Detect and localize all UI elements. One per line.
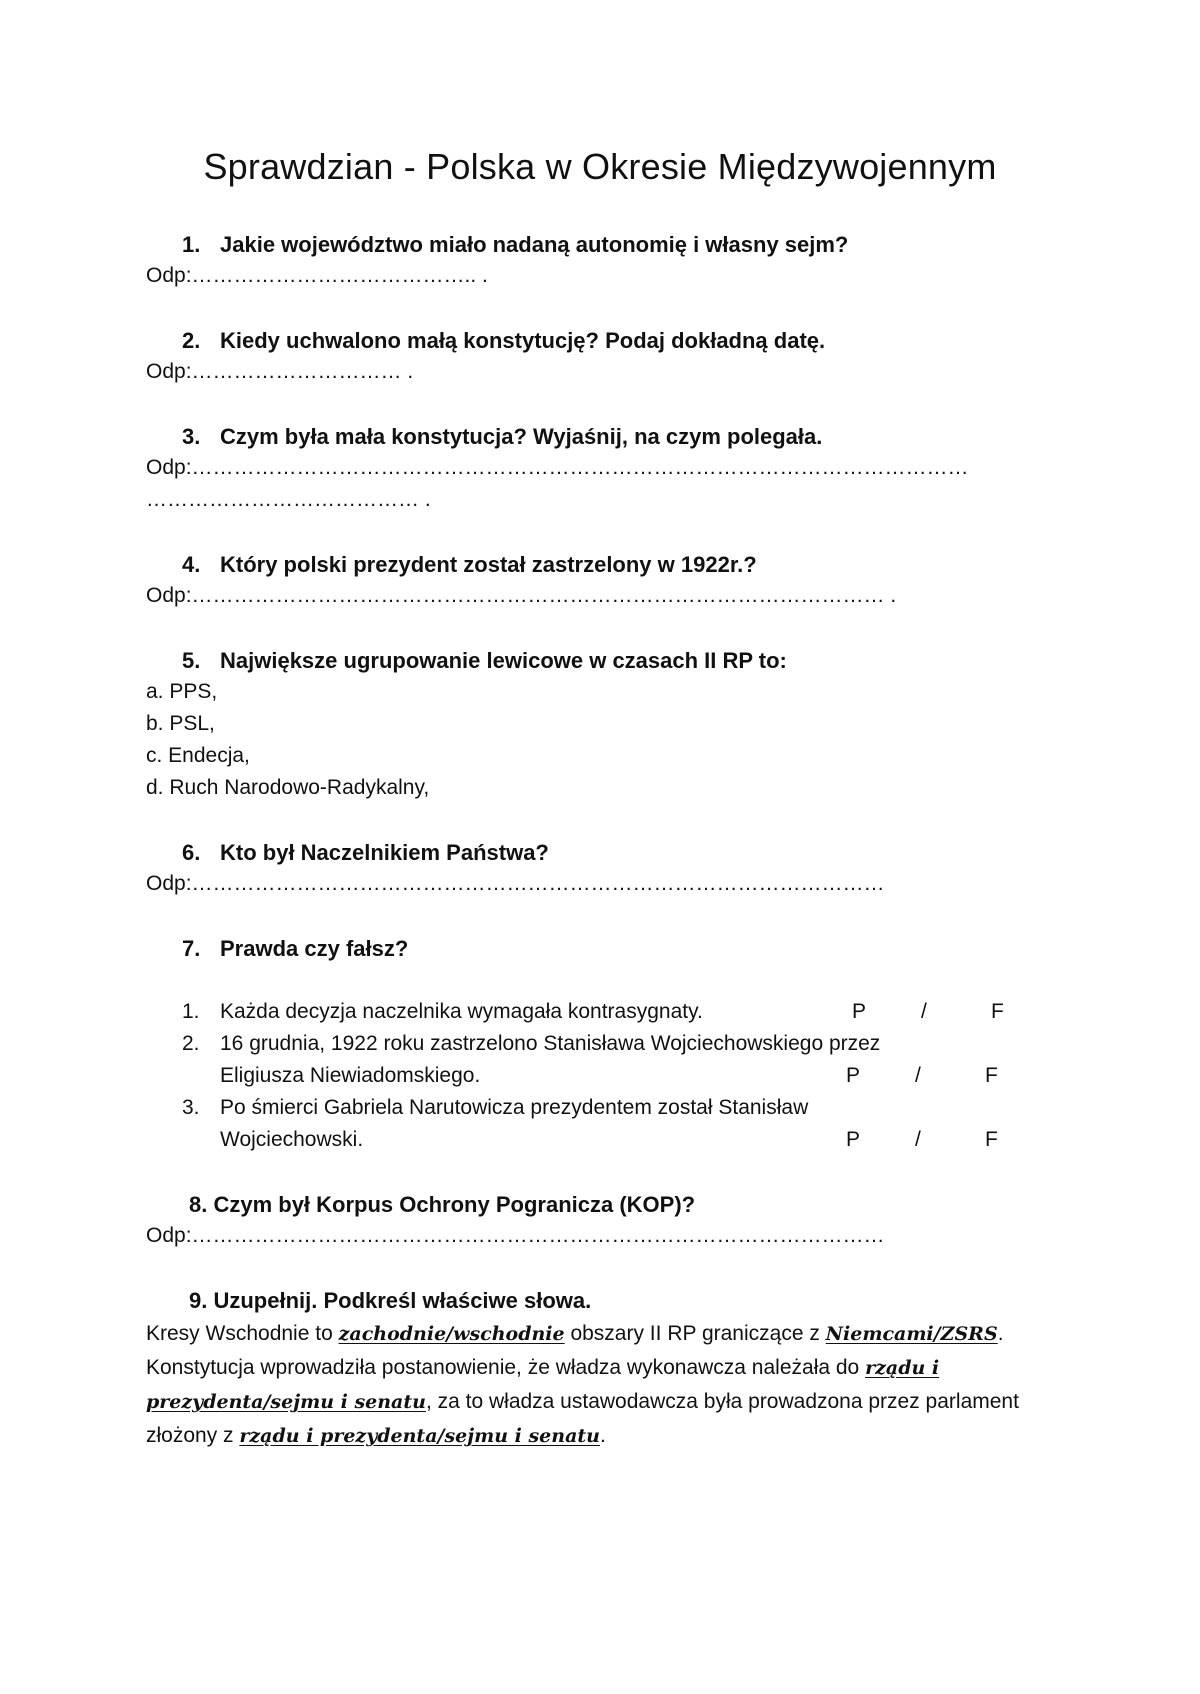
false-option: F	[991, 1000, 1004, 1023]
answer-line-4: Odp:……………………………………………………………………………………… .	[146, 584, 897, 607]
answer-line-8: Odp:………………………………………………………………………………………	[146, 1224, 885, 1247]
question-1	[182, 232, 848, 258]
tf-item-text: Po śmierci Gabriela Narutowicza prezydentem został Stanisław	[220, 1096, 809, 1119]
question-text: Kto był Naczelnikiem Państwa?	[220, 840, 549, 865]
answer-line-3b: ………………………………… .	[146, 488, 431, 511]
false-option: F	[985, 1128, 998, 1151]
true-option: P	[846, 1128, 861, 1151]
tf-item-3	[182, 1096, 808, 1120]
option-d: d. Ruch Narodowo-Radykalny,	[146, 776, 430, 799]
question-number: 4.	[182, 552, 201, 577]
tf-item-2-continued: Eligiusza Niewiadomskiego.	[220, 1064, 481, 1087]
question-6	[182, 840, 549, 866]
option-a: a. PPS,	[146, 680, 218, 703]
option-b: b. PSL,	[146, 712, 215, 735]
question-8: 8. Czym był Korpus Ochrony Pogranicza (KOP)?	[189, 1192, 696, 1217]
true-option: P	[846, 1064, 861, 1087]
paragraph-text: Kresy Wschodnie to	[146, 1322, 339, 1345]
question-text: Kiedy uchwalono małą konstytucję? Podaj dokładną datę.	[220, 328, 826, 353]
paragraph-text: .	[997, 1322, 1004, 1345]
question-number: 1.	[182, 232, 201, 257]
slash-separator: /	[915, 1064, 921, 1087]
tf-item-3-continued: Wojciechowski.	[220, 1128, 364, 1151]
question-number: 7.	[182, 936, 201, 961]
tf-item-text: Każda decyzja naczelnika wymagała kontrasygnaty.	[220, 1000, 703, 1023]
paragraph-text: .	[600, 1424, 606, 1447]
paragraph-text: , za to władza ustawodawcza była prowadzona przez parlament złożony z	[146, 1390, 1019, 1447]
question-text: Czym była mała konstytucja? Wyjaśnij, na czym polegała.	[220, 424, 823, 449]
question-text: Jakie województwo miało nadaną autonomię i własny sejm?	[220, 232, 849, 257]
tf-item-1	[182, 1000, 703, 1024]
question-number: 5.	[182, 648, 201, 673]
page-title: Sprawdzian - Polska w Okresie Międzywojennym	[203, 146, 997, 187]
slash-separator: /	[915, 1128, 921, 1151]
paragraph-text: obszary II RP graniczące z	[564, 1322, 826, 1345]
question-2	[182, 328, 825, 354]
question-number: 2.	[182, 328, 201, 353]
true-option: P	[852, 1000, 867, 1023]
tf-item-2	[182, 1032, 880, 1056]
question-3	[182, 424, 822, 450]
tf-item-text: 16 grudnia, 1922 roku zastrzelono Stanisława Wojciechowskiego przez	[220, 1032, 881, 1055]
question-5	[182, 648, 787, 674]
question-number: 3.	[182, 424, 201, 449]
answer-line-6: Odp:………………………………………………………………………………………	[146, 872, 885, 895]
handwritten-answer: zachodnie/wschodnie	[338, 1323, 565, 1345]
false-option: F	[985, 1064, 998, 1087]
tf-item-number: 1.	[182, 1000, 200, 1023]
question-text: Prawda czy fałsz?	[220, 936, 409, 961]
tf-item-number: 2.	[182, 1032, 200, 1055]
question-7	[182, 936, 408, 962]
answer-line-1: Odp:………………………………….. .	[146, 264, 488, 287]
option-c: c. Endecja,	[146, 744, 250, 767]
question-text: Największe ugrupowanie lewicowe w czasach II RP to:	[220, 648, 787, 673]
question-4	[182, 552, 757, 578]
question-text: Który polski prezydent został zastrzelony w 1922r.?	[220, 552, 757, 577]
answer-line-3a: Odp:…………………………………………………………………………………………………	[146, 456, 969, 479]
question-number: 6.	[182, 840, 201, 865]
handwritten-answer: rządu i prezydenta/sejmu i senatu	[239, 1425, 600, 1447]
question-9: 9. Uzupełnij. Podkreśl właściwe słowa.	[189, 1288, 592, 1313]
paragraph-text: Konstytucja wprowadziła postanowienie, że władza wykonawcza należała do	[146, 1356, 866, 1379]
handwritten-answer: rządu i prezydenta/sejmu i senatu	[146, 1357, 940, 1413]
answer-line-2: Odp:………………………… .	[146, 360, 414, 383]
tf-item-number: 3.	[182, 1096, 200, 1119]
fill-in-paragraph	[146, 1317, 1066, 1453]
slash-separator: /	[921, 1000, 927, 1023]
handwritten-answer: Niemcami/ZSRS	[825, 1323, 998, 1345]
